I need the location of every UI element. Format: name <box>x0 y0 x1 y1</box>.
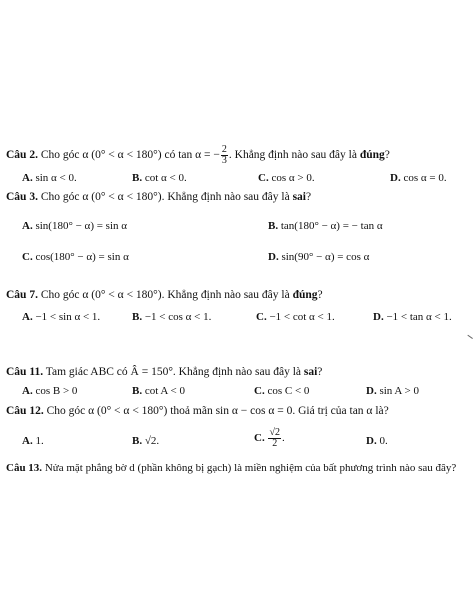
question-2-label: Câu 2. <box>6 149 38 162</box>
option-label: A. <box>22 311 33 323</box>
option-text: tan(180° − α) = − tan α <box>278 220 383 232</box>
question-3-emphasis: sai <box>292 191 306 203</box>
option-text: −1 < tan α < 1. <box>383 311 452 323</box>
question-3-text-end: ? <box>305 191 312 203</box>
option-text: −1 < cos α < 1. <box>142 311 212 323</box>
question-7-emphasis: đúng <box>292 289 318 301</box>
option-label: C. <box>254 385 265 397</box>
option-text: −1 < cot α < 1. <box>266 311 335 323</box>
question-2-text-b: . Khẳng định nào sau đây là <box>228 149 360 162</box>
option-label: B. <box>132 385 143 397</box>
option-text: sin(180° − α) = sin α <box>32 220 128 232</box>
question-12-option-c-fraction <box>268 428 281 449</box>
option-text: sin α < 0. <box>32 172 77 184</box>
question-2-option-c <box>258 171 315 185</box>
option-fraction-denominator: 2 <box>272 438 278 449</box>
question-7-label: Câu 7. <box>6 289 38 301</box>
question-12-label: Câu 12. <box>6 405 44 417</box>
option-text: sin A > 0 <box>376 385 419 397</box>
question-3-stem <box>6 190 311 204</box>
option-label: C. <box>22 251 33 263</box>
question-2-fraction-denominator: 3 <box>221 155 227 166</box>
option-text: cot A < 0 <box>142 385 185 397</box>
option-text: cot α < 0. <box>142 172 187 184</box>
question-11-label: Câu 11. <box>6 366 44 378</box>
question-7-text-end: ? <box>317 289 323 301</box>
question-2-fraction <box>221 145 228 166</box>
question-2-option-b <box>132 171 187 185</box>
question-13-stem <box>6 461 456 475</box>
question-7-stem <box>6 288 323 302</box>
question-3-option-b <box>268 219 383 233</box>
option-text: 1. <box>32 435 44 447</box>
option-text: sin(90° − α) = cos α <box>278 251 370 263</box>
question-7-option-c <box>256 310 335 324</box>
question-2-option-a <box>22 171 77 185</box>
option-text: cos α = 0. <box>400 172 447 184</box>
question-13-text: Nửa mặt phẳng bờ d (phần không bị gạch) là miền nghiệm của bất phương trình nào sau đây? <box>42 462 457 474</box>
question-12-option-d <box>366 434 388 448</box>
question-12-text: Cho góc α (0° < α < 180°) thoả mãn sin α − cos α = 0. Giá trị của tan α là? <box>43 405 389 417</box>
question-2-fraction-numerator: 2 <box>221 144 227 155</box>
question-11-text: Tam giác ABC có Â = 150°. Khẳng định nào sau đây là <box>43 366 304 378</box>
option-label: B. <box>132 311 143 323</box>
question-7-option-a <box>22 310 100 324</box>
question-3-option-c <box>22 250 129 264</box>
option-label: A. <box>22 385 33 397</box>
option-label: A. <box>22 172 33 184</box>
option-label: B. <box>132 435 143 447</box>
option-label: B. <box>268 220 279 232</box>
question-2-emphasis: đúng <box>359 149 385 162</box>
option-label: A. <box>22 220 33 232</box>
option-label: D. <box>268 251 279 263</box>
question-3-text: Cho góc α (0° < α < 180°). Khẳng định nào sau đây là <box>37 191 293 203</box>
option-text: −1 < sin α < 1. <box>32 311 101 323</box>
question-3-label: Câu 3. <box>6 191 38 203</box>
option-label: D. <box>366 435 377 447</box>
question-2-stem <box>6 145 390 166</box>
option-label: D. <box>373 311 384 323</box>
question-12-option-c <box>254 428 285 449</box>
option-label: C. <box>258 172 269 184</box>
option-label: A. <box>22 435 33 447</box>
option-text-end: . <box>281 432 285 445</box>
option-fraction-numerator: √2 <box>269 427 280 438</box>
option-text: cos(180° − α) = sin α <box>32 251 129 263</box>
question-11-option-b <box>132 384 185 398</box>
option-text: cos B > 0 <box>32 385 78 397</box>
option-text: √2. <box>142 435 160 447</box>
question-3-option-d <box>268 250 369 264</box>
option-label: B. <box>132 172 143 184</box>
question-12-option-b <box>132 434 159 448</box>
question-11-emphasis: sai <box>303 366 318 378</box>
question-3-option-a <box>22 219 127 233</box>
question-11-option-d <box>366 384 419 398</box>
option-label: C. <box>256 311 267 323</box>
question-2-text-a: Cho góc α (0° < α < 180°) có tan α = − <box>37 149 220 162</box>
question-7-text: Cho góc α (0° < α < 180°). Khẳng định nào sau đây là <box>37 289 293 301</box>
option-text: cos C < 0 <box>264 385 310 397</box>
question-12-stem <box>6 404 389 418</box>
option-text: cos α > 0. <box>268 172 315 184</box>
question-12-option-a <box>22 434 44 448</box>
question-11-option-a <box>22 384 77 398</box>
option-label: C. <box>254 432 265 445</box>
question-13-label: Câu 13. <box>6 462 43 474</box>
question-2-text-c: ? <box>384 149 390 162</box>
question-2-option-d <box>390 171 447 185</box>
option-label: D. <box>366 385 377 397</box>
question-11-text-end: ? <box>317 366 323 378</box>
option-text: 0. <box>376 435 388 447</box>
question-11-option-c <box>254 384 309 398</box>
question-7-option-d <box>373 310 452 324</box>
question-11-stem <box>6 365 322 379</box>
scan-artifact-mark <box>465 335 473 343</box>
option-label: D. <box>390 172 401 184</box>
question-7-option-b <box>132 310 211 324</box>
